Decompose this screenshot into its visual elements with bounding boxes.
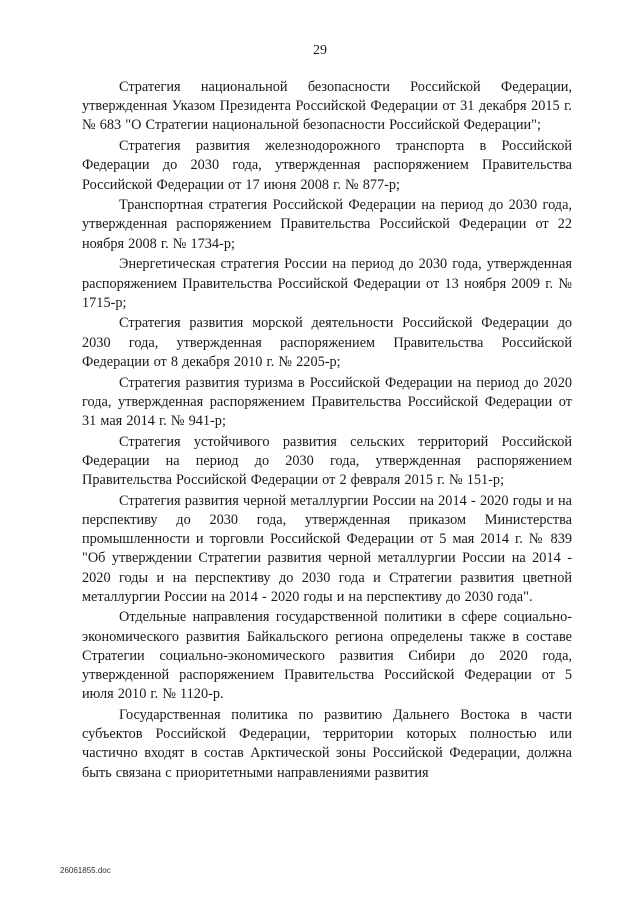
footer-filename: 26061855.doc bbox=[60, 866, 111, 875]
paragraph: Стратегия развития морской деятельности Российской Федерации до 2030 года, утвержденная распоряжением Правительства Российской Федерации от 8 декабря 2010 г. № 2205-р; bbox=[82, 315, 572, 370]
paragraph: Стратегия национальной безопасности Российской Федерации, утвержденная Указом Президента Российской Федерации от 31 декабря 2015 г. № 683 "О Стратегии национальной безопасности Российской Федерации"; bbox=[82, 79, 572, 134]
document-body bbox=[82, 78, 572, 784]
paragraph: Стратегия развития железнодорожного транспорта в Российской Федерации до 2030 года, утвержденная распоряжением Правительства Российской Федерации от 17 июня 2008 г. № 877-р; bbox=[82, 138, 572, 193]
paragraph: Стратегия развития туризма в Российской Федерации на период до 2020 года, утвержденная распоряжением Правительства Российской Федерации от 31 мая 2014 г. № 941-р; bbox=[82, 374, 572, 429]
paragraph: Транспортная стратегия Российской Федерации на период до 2030 года, утвержденная распоряжением Правительства Российской Федерации от 22 ноября 2008 г. № 1734-р; bbox=[82, 197, 572, 252]
paragraph: Стратегия развития черной металлургии России на 2014 - 2020 годы и на перспективу до 2030 года, утвержденная приказом Министерства промышленности и торговли Российской Федерации от 5 мая 2014 г. № 839 "Об утверждении Стратегии развития черной металлургии России на 2014 - 2020 годы и на перспективу до 2030 года и Стратегии развития цветной металлургии России на 2014 - 2020 годы и на перспективу до 2030 года". bbox=[82, 492, 572, 605]
paragraph: Энергетическая стратегия России на период до 2030 года, утвержденная распоряжением Правительства Российской Федерации от 13 ноября 2009 г. № 1715-р; bbox=[82, 256, 572, 311]
paragraph: Государственная политика по развитию Дальнего Востока в части субъектов Российской Федерации, территории которых полностью или частично входят в состав Арктической зоны Российской Федерации, должна быть связана с приоритетными направлениями развития bbox=[82, 707, 572, 781]
paragraph: Отдельные направления государственной политики в сфере социально-экономического развития Байкальского региона определены также в составе Стратегии социально-экономического развития Сибири до 2020 года, утвержденной распоряжением Правительства Российской Федерации от 5 июля 2010 г. № 1120-р. bbox=[82, 609, 572, 703]
page-number: 29 bbox=[313, 43, 327, 58]
paragraph: Стратегия устойчивого развития сельских территорий Российской Федерации на период до 2030 года, утвержденная распоряжением Правительства Российской Федерации от 2 февраля 2015 г. № 151-р; bbox=[82, 433, 572, 489]
